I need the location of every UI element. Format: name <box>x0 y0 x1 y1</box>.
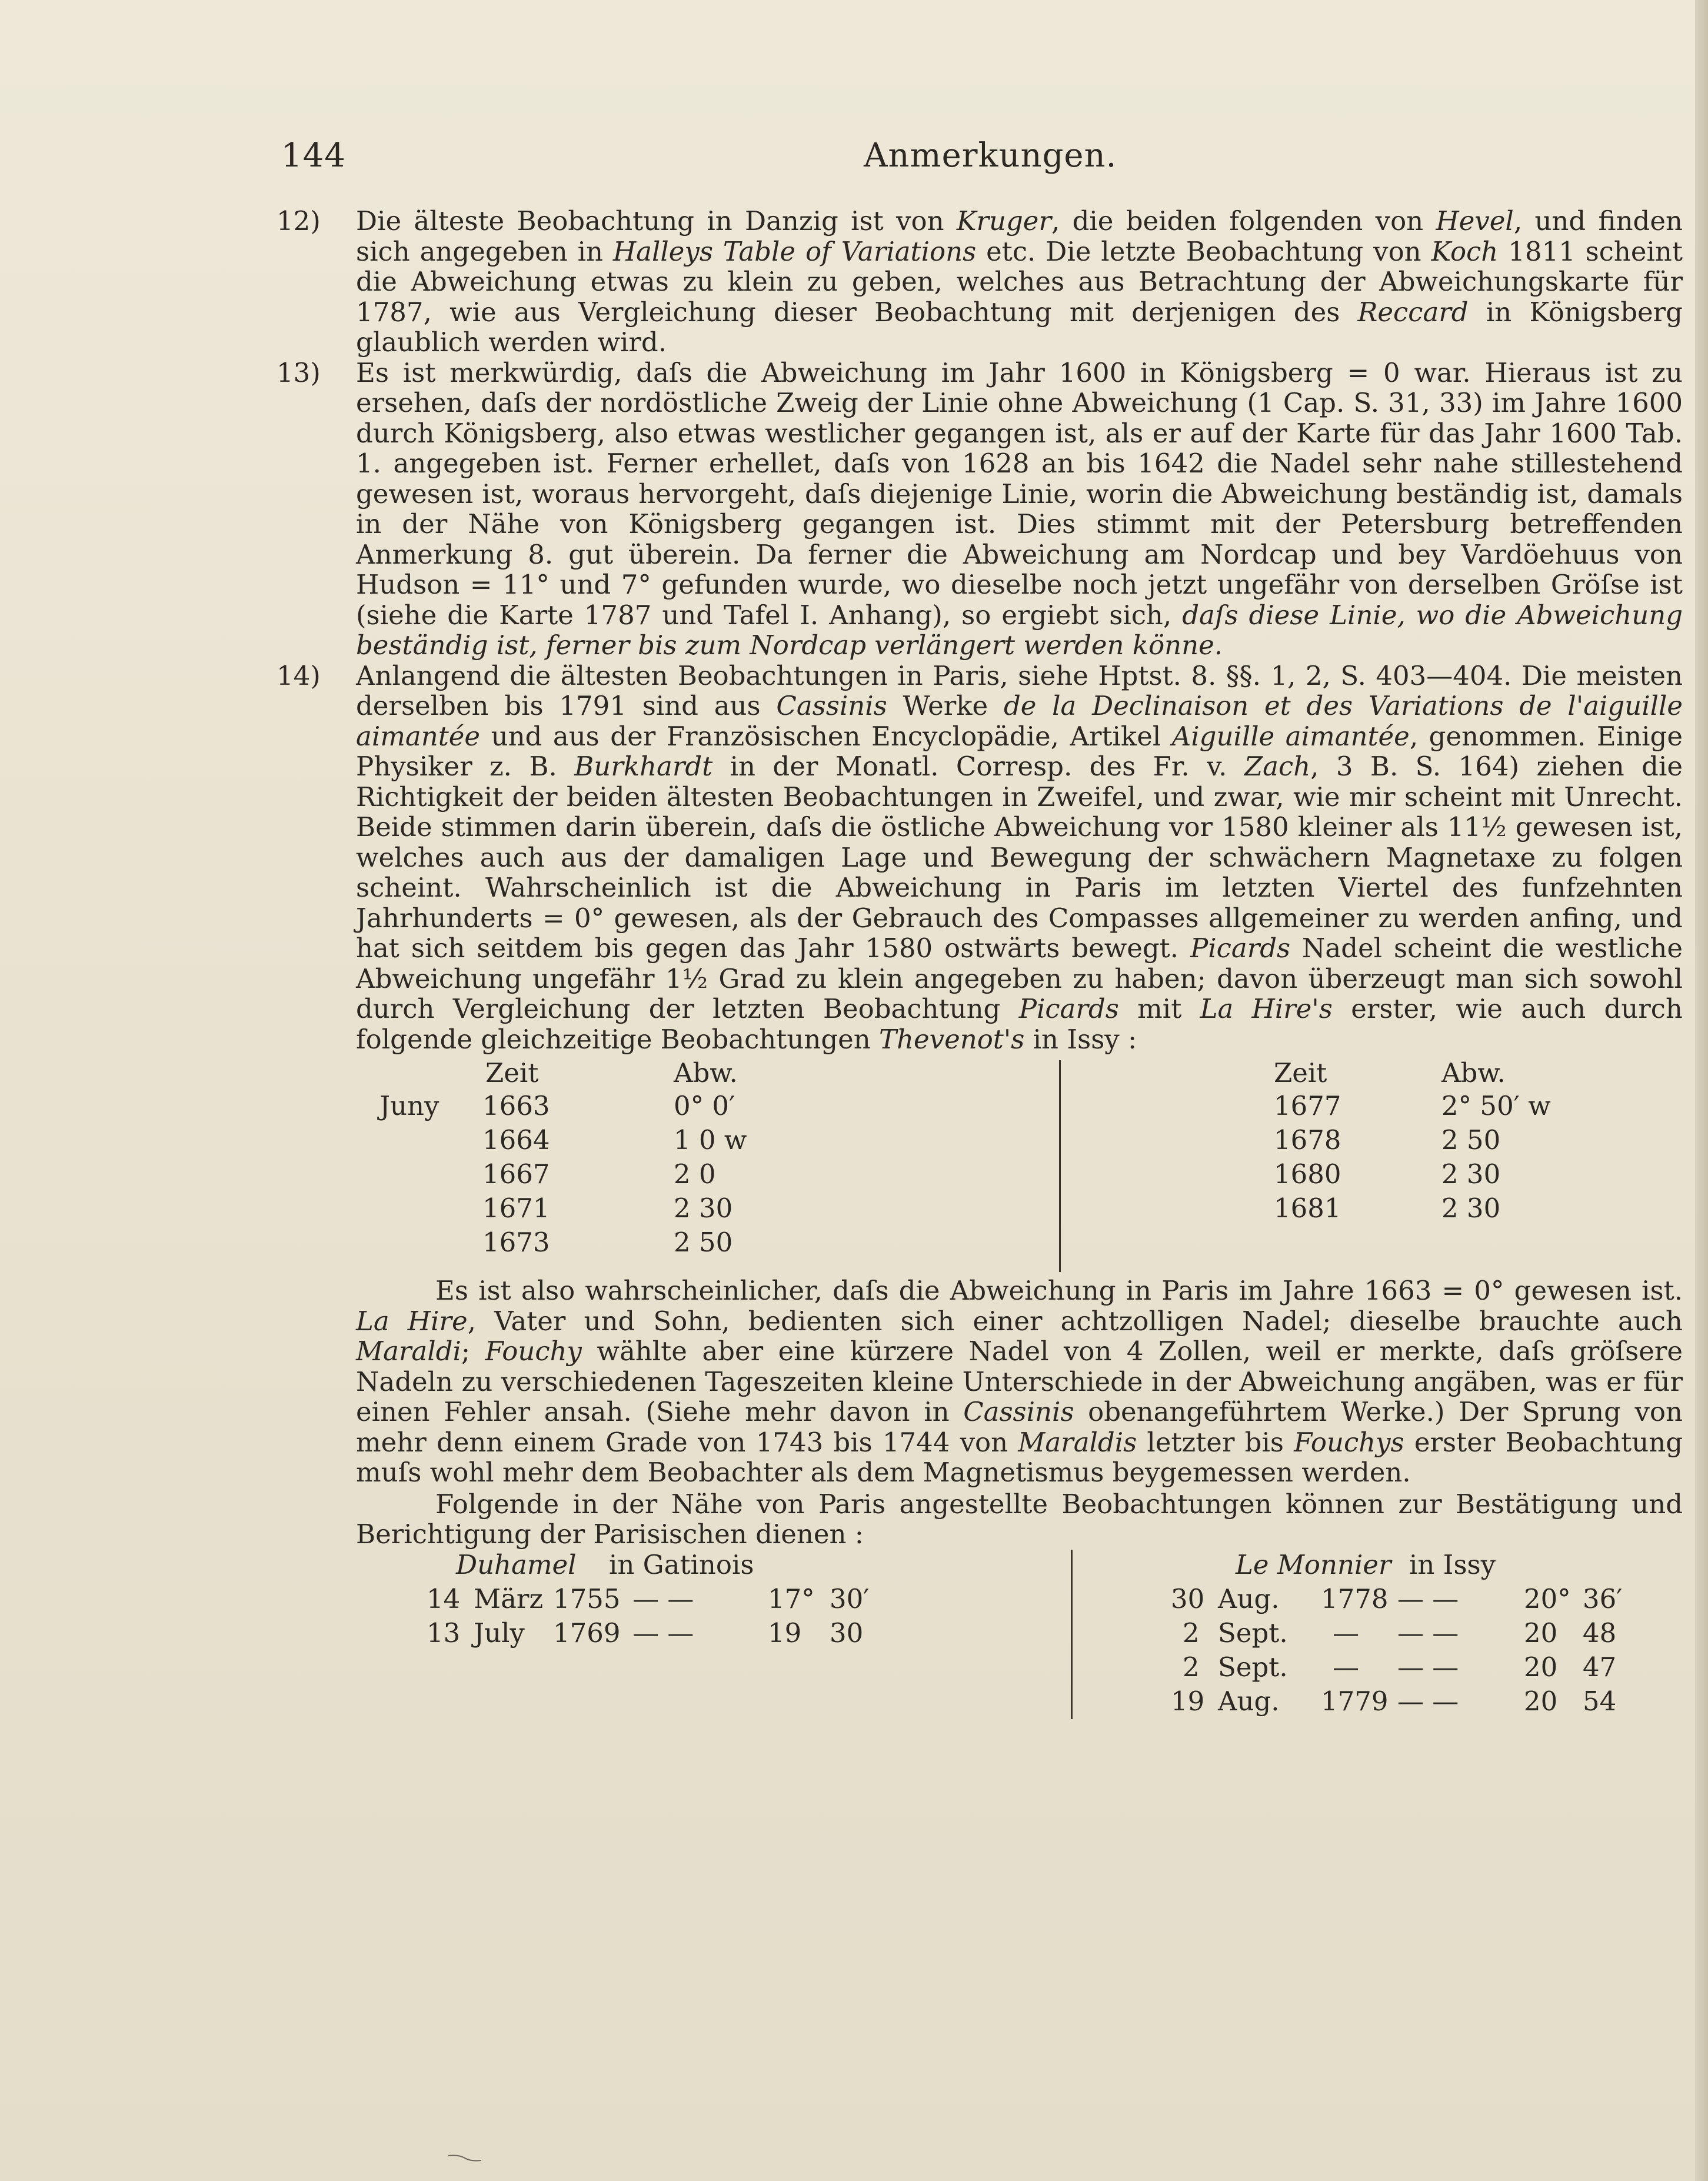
note-12 <box>277 206 1683 358</box>
table-cell: 1778 <box>1321 1583 1389 1614</box>
dash-mark: — — <box>1397 1617 1459 1649</box>
table-cell: Aug. <box>1218 1685 1280 1717</box>
table-cell: 17° <box>768 1583 815 1614</box>
table-cell: 20 <box>1524 1651 1558 1683</box>
notes-body <box>277 206 1683 1720</box>
observer-place: in Issy <box>1409 1549 1496 1580</box>
table-cell: 1671 <box>482 1193 550 1224</box>
table-cell: 19 <box>1171 1685 1205 1717</box>
dash-mark: — — <box>1397 1685 1459 1717</box>
table-divider <box>1059 1060 1061 1272</box>
header-zeit: Zeit <box>1274 1057 1327 1088</box>
table-cell: July <box>474 1617 525 1649</box>
table-cell: Aug. <box>1218 1583 1280 1614</box>
table-cell: 1663 <box>482 1090 550 1121</box>
table-cell: 1755 <box>553 1583 621 1614</box>
after-table-text <box>356 1276 1683 1550</box>
page-title: Anmerkungen. <box>864 136 1117 175</box>
comparison-table <box>356 1550 1683 1720</box>
table-cell: 1667 <box>482 1158 550 1190</box>
table-cell: 2 30 <box>1441 1193 1501 1224</box>
table-cell: 54 <box>1583 1685 1617 1717</box>
table-cell: 47 <box>1583 1651 1617 1683</box>
running-header <box>281 136 1682 178</box>
table-cell: Sept. <box>1218 1617 1288 1649</box>
table-cell: 36′ <box>1583 1583 1623 1614</box>
table-divider <box>1071 1550 1073 1719</box>
thevenot-table <box>356 1057 1683 1276</box>
table-cell: 48 <box>1583 1617 1617 1649</box>
note-number: 12) <box>277 205 321 237</box>
table-cell: 2 0 <box>674 1158 716 1190</box>
table-cell: 1664 <box>482 1124 550 1156</box>
observer-name: Duhamel <box>456 1549 577 1580</box>
note-number: 14) <box>277 660 321 691</box>
note-paragraph: Es ist merkwürdig, daſs die Abweichung im Jahr 1600 in Königsberg = 0 war. Hieraus ist zu ersehen, daſs der nordöstliche Zweig der Linie ohne Abweichung (1 Cap. S. 31, 33) im Jahre 1600 durch Königsberg, also etwas westlicher gegangen ist, als er auf der Karte für das Jahr 1600 Tab. 1. angegeben ist. Ferner erhellet, daſs von 1628 an bis 1642 die Nadel sehr nahe stillestehend gewesen ist, woraus hervorgeht, daſs diejenige Linie, worin die Abweichung beständig ist, damals in der Nähe von Königsberg gegangen ist. Dies stimmt mit der Petersburg betreffenden Anmerkung 8. gut überein. Da ferner die Abweichung am Nordcap und bey Vardöehuus von Hudson = 11° und 7° gefunden wurde, wo dieselbe noch jetzt ungefähr von derselben Gröſse ist (siehe die Karte 1787 und Tafel I. Anhang), so ergiebt sich, daſs diese Linie, wo die Abweichung beständig ist, ferner bis zum Nordcap verlängert werden könne. <box>356 357 1683 661</box>
note-paragraph: Anlangend die ältesten Beobachtungen in Paris, siehe Hptst. 8. §§. 1, 2, S. 403—404. Die meisten derselben bis 1791 sind aus Cassinis Werke de la Declinaison et des Variations de l'aiguille aimantée und aus der Französischen Encyclopädie, Artikel Aiguille aimantée, genommen. Einige Physiker z. B. Burkhardt in der Monatl. Corresp. des Fr. v. Zach, 3 B. S. 164) ziehen die Richtigkeit der beiden ältesten Beobachtungen in Zweifel, und zwar, wie mir scheint mit Unrecht. Beide stimmen darin überein, daſs die östliche Abweichung vor 1580 kleiner als 11½ gewesen ist, welches auch aus der damaligen Lage und Bewegung der schwächern Magnetaxe zu folgen scheint. Wahrscheinlich ist die Abweichung in Paris im letzten Viertel des funfzehnten Jahrhunderts = 0° gewesen, als der Gebrauch des Compasses allgemeiner zu werden anfing, und hat sich seitdem bis gegen das Jahr 1580 ostwärts bewegt. Picards Nadel scheint die westliche Abweichung ungefähr 1½ Grad zu klein angegeben zu haben; davon überzeugt man sich sowohl durch Vergleichung der letzten Beobachtung Picards mit La Hire's erster, wie auch durch folgende gleichzeitige Beobachtungen Thevenot's in Issy : <box>356 660 1683 1055</box>
table-cell: 13 <box>427 1617 461 1649</box>
table-cell: — <box>1333 1617 1359 1649</box>
table-cell: 2 50 <box>674 1227 733 1258</box>
table-cell: 1678 <box>1274 1124 1341 1156</box>
table-cell: 30′ <box>830 1583 870 1614</box>
table-cell: 30 <box>1171 1583 1205 1614</box>
table-cell: 20 <box>1524 1617 1558 1649</box>
table-cell: 19 <box>768 1617 802 1649</box>
note-number: 13) <box>277 357 321 388</box>
table-cell: 1779 <box>1321 1685 1389 1717</box>
table-cell: 2 <box>1183 1617 1200 1649</box>
table-cell: 2 30 <box>674 1193 733 1224</box>
table-cell: 2 30 <box>1441 1158 1501 1190</box>
table-cell: 20° <box>1524 1583 1571 1614</box>
dash-mark: — — <box>632 1583 694 1614</box>
ink-mark-icon <box>447 2153 482 2162</box>
header-abw: Abw. <box>1441 1057 1506 1088</box>
table-cell: 1681 <box>1274 1193 1341 1224</box>
table-cell: 2 50 <box>1441 1124 1501 1156</box>
table-cell: 1680 <box>1274 1158 1341 1190</box>
table-cell: 1769 <box>553 1617 621 1649</box>
header-abw: Abw. <box>674 1057 738 1088</box>
note-14 <box>277 661 1683 1720</box>
table-cell: 1 0 w <box>674 1124 747 1156</box>
page-number: 144 <box>281 136 346 175</box>
table-cell: 2° 50′ w <box>1441 1090 1551 1121</box>
paragraph: Folgende in der Nähe von Paris angestellte Beobachtungen können zur Bestätigung und Berichtigung der Parisischen dienen : <box>356 1488 1683 1550</box>
observer-place: in Gatinois <box>609 1549 754 1580</box>
table-cell: März <box>474 1583 544 1614</box>
table-cell: 1673 <box>482 1227 550 1258</box>
dash-mark: — — <box>1397 1583 1459 1614</box>
page-edge <box>1695 0 1708 2181</box>
table-cell: Sept. <box>1218 1651 1288 1683</box>
month-label: Juny <box>379 1090 440 1121</box>
paragraph: Es ist also wahrscheinlicher, daſs die Abweichung in Paris im Jahre 1663 = 0° gewesen ist. La Hire, Vater und Sohn, bedienten sich einer achtzolligen Nadel; dieselbe brauchte auch Maraldi; Fouchy wählte aber eine kürzere Nadel von 4 Zollen, weil er merkte, daſs gröſsere Nadeln zu verschiedenen Tageszeiten kleine Unterschiede in der Abweichung angäben, was er für einen Fehler ansah. (Siehe mehr davon in Cassinis obenangeführtem Werke.) Der Sprung von mehr denn einem Grade von 1743 bis 1744 von Maraldis letzter bis Fouchys erster Beobachtung muſs wohl mehr dem Beobachter als dem Magnetismus beygemessen werden. <box>356 1275 1683 1488</box>
header-zeit: Zeit <box>485 1057 539 1088</box>
dash-mark: — — <box>1397 1651 1459 1683</box>
table-cell: 0° 0′ <box>674 1090 735 1121</box>
dash-mark: — — <box>632 1617 694 1649</box>
table-cell: 2 <box>1183 1651 1200 1683</box>
note-paragraph: Die älteste Beobachtung in Danzig ist von Kruger, die beiden folgenden von Hevel, und finden sich angegeben in Halleys Table of Variations etc. Die letzte Beobachtung von Koch 1811 scheint die Abweichung etwas zu klein zu geben, welches aus Betrachtung der Abweichungskarte für 1787, wie aus Vergleichung dieser Beobachtung mit derjenigen des Reccard in Königsberg glaublich werden wird. <box>356 205 1683 358</box>
observer-name: Le Monnier <box>1236 1549 1391 1580</box>
table-cell: 30 <box>830 1617 864 1649</box>
table-cell: 20 <box>1524 1685 1558 1717</box>
note-13 <box>277 358 1683 661</box>
table-cell: — <box>1333 1651 1359 1683</box>
table-cell: 1677 <box>1274 1090 1341 1121</box>
table-cell: 14 <box>427 1583 461 1614</box>
